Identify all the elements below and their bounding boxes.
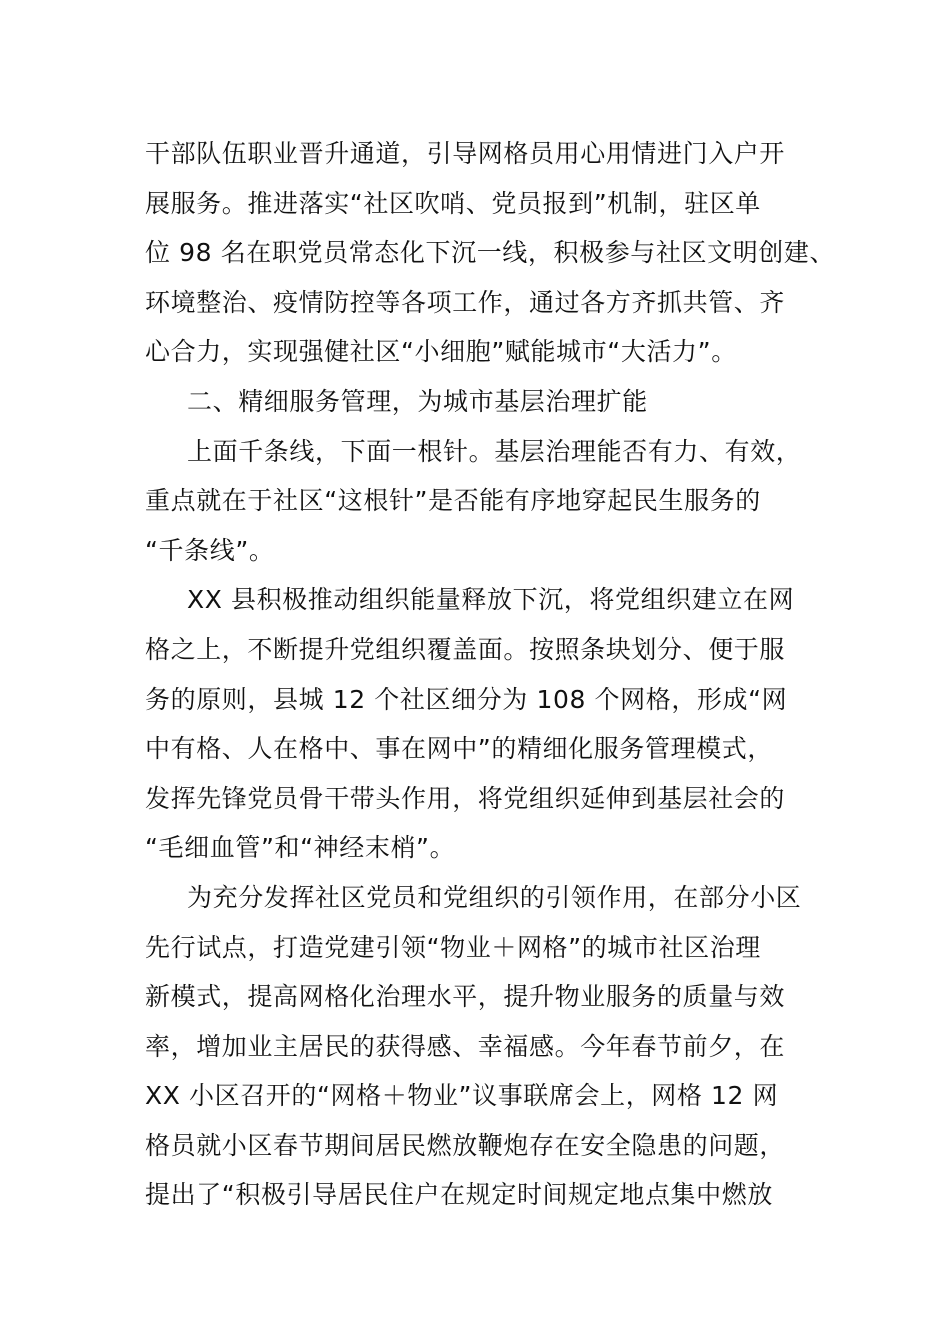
text-line: 格之上，不断提升党组织覆盖面。按照条块划分、便于服	[145, 634, 786, 664]
text-line: 干部队伍职业晋升通道，引导网格员用心用情进门入户开	[145, 139, 786, 168]
text-line: 环境整治、疫情防控等各项工作，通过各方齐抓共管、齐	[145, 287, 786, 317]
text-line: 展服务。推进落实“社区吹哨、党员报到”机制，驻区单	[145, 188, 761, 218]
text-line: 提出了“积极引导居民住户在规定时间规定地点集中燃放	[145, 1180, 773, 1210]
text-line: 新模式，提高网格化治理水平，提升物业服务的质量与效	[145, 982, 786, 1012]
text-line: “毛细血管”和“神经末梢”。	[145, 833, 456, 863]
text-line: XX 小区召开的“网格＋物业”议事联席会上，网格 12 网	[145, 1081, 779, 1111]
text-line: 上面千条线，下面一根针。基层治理能否有力、有效，	[187, 436, 802, 466]
text-line: “千条线”。	[145, 535, 275, 565]
text-line: 率，增加业主居民的获得感、幸福感。今年春节前夕，在	[145, 1031, 786, 1061]
text-line: 为充分发挥社区党员和党组织的引领作用，在部分小区	[187, 882, 802, 912]
text-line: XX 县积极推动组织能量释放下沉，将党组织建立在网	[187, 585, 795, 615]
text-line: 格员就小区春节期间居民燃放鞭炮存在安全隐患的问题，	[145, 1130, 786, 1160]
text-line: 务的原则，县城 12 个社区细分为 108 个网格，形成“网	[145, 684, 788, 714]
text-line: 心合力，实现强健社区“小细胞”赋能城市“大活力”。	[145, 337, 737, 367]
text-line: 位 98 名在职党员常态化下沉一线，积极参与社区文明创建、	[145, 238, 836, 268]
section-heading: 二、精细服务管理，为城市基层治理扩能	[187, 386, 648, 416]
text-line: 先行试点，打造党建引领“物业＋网格”的城市社区治理	[145, 932, 761, 962]
text-line: 中有格、人在格中、事在网中”的精细化服务管理模式，	[145, 734, 773, 764]
text-line: 发挥先锋党员骨干带头作用，将党组织延伸到基层社会的	[145, 783, 786, 813]
body-text	[145, 129, 835, 1220]
text-line: 重点就在于社区“这根针”是否能有序地穿起民生服务的	[145, 486, 761, 516]
